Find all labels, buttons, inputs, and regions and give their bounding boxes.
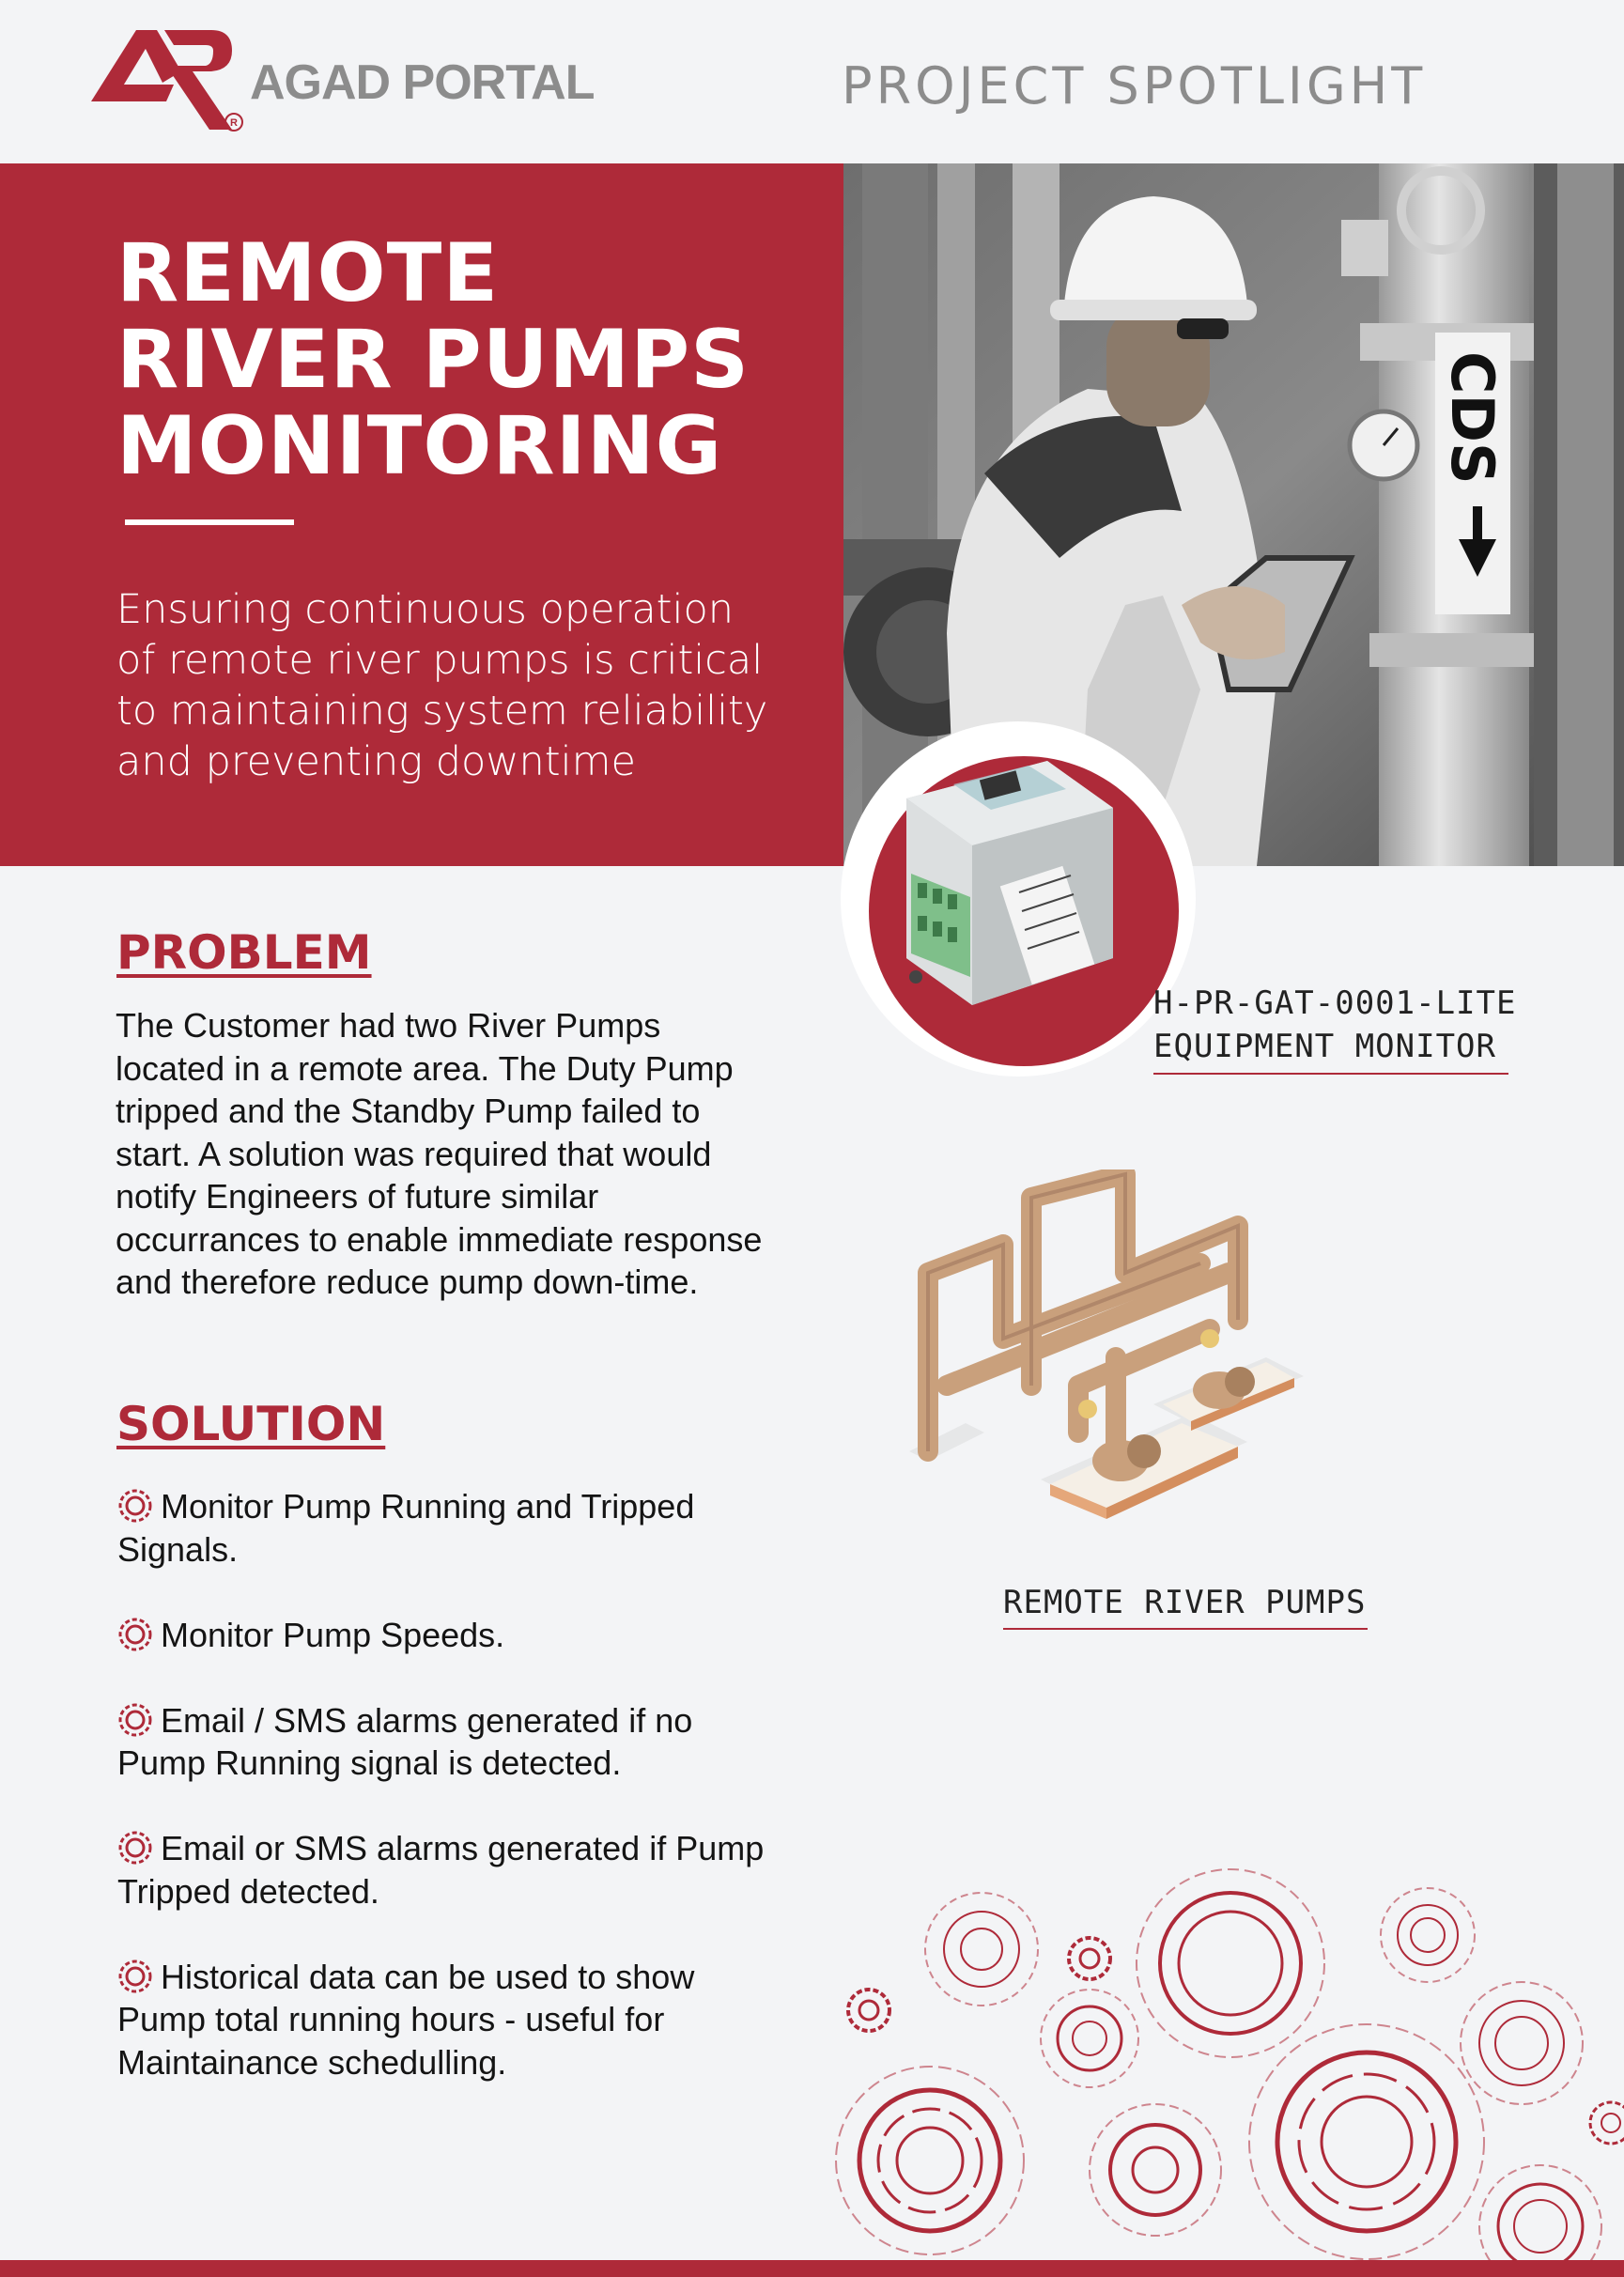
gear-icon xyxy=(1479,2165,1601,2264)
problem-heading: PROBLEM xyxy=(116,925,372,980)
equipment-monitor-image xyxy=(850,742,1188,1080)
pipe-label: CDS xyxy=(1438,351,1507,485)
gear-icon xyxy=(1381,1888,1475,1982)
solution-item-text: Historical data can be used to show Pump total running hours - useful for Maintainance schedulling. xyxy=(117,1957,695,2082)
hero-title-line: MONITORING xyxy=(116,399,723,493)
device-caption-underline xyxy=(1153,1073,1508,1075)
agad-logo-icon xyxy=(91,28,251,133)
device-type: EQUIPMENT MONITOR xyxy=(1153,1028,1496,1065)
gear-bullet-icon xyxy=(117,1617,153,1652)
gear-icon xyxy=(1461,1982,1583,2104)
gear-icon xyxy=(1090,2104,1221,2236)
gear-bullet-icon xyxy=(117,1488,153,1524)
footer-bar xyxy=(0,2260,1624,2277)
hero-subtitle: Ensuring continuous operation of remote river pumps is critical to maintaining system reliability and preventing downtime xyxy=(116,586,768,785)
device-caption xyxy=(1153,982,1516,1068)
solution-item-text: Monitor Pump Speeds. xyxy=(161,1615,505,1654)
river-pumps-illustration xyxy=(890,1169,1313,1545)
gear-bullet-icon xyxy=(117,1702,153,1738)
solution-heading: SOLUTION xyxy=(116,1397,386,1451)
solution-item xyxy=(117,1956,775,2084)
device-model: H-PR-GAT-0001-LITE xyxy=(1153,984,1517,1022)
gear-icon xyxy=(1041,1990,1138,2087)
solution-item xyxy=(117,1485,775,1571)
hero-title-line: RIVER PUMPS xyxy=(116,313,750,407)
gear-icon xyxy=(925,1893,1038,2006)
decorative-gears xyxy=(827,1860,1624,2264)
solution-item-text: Monitor Pump Running and Tripped Signals. xyxy=(117,1487,695,1569)
gear-icon xyxy=(1590,2102,1624,2144)
solution-item xyxy=(117,1827,775,1913)
gear-bullet-icon xyxy=(117,1830,153,1866)
solution-item-text: Email or SMS alarms generated if Pump Tripped detected. xyxy=(117,1829,765,1911)
brand-name: AGAD PORTAL xyxy=(250,55,595,110)
solution-item xyxy=(117,1614,775,1657)
section-label: PROJECT SPOTLIGHT xyxy=(842,56,1427,116)
pumps-caption: REMOTE RIVER PUMPS xyxy=(1003,1584,1367,1621)
gear-bullet-icon xyxy=(117,1959,153,1994)
problem-text: The Customer had two River Pumps located in a remote area. The Duty Pump tripped and the Standby Pump failed to start. A solution was required that would notify Engineers of future similar occurrances to enable immediate response and therefore reduce pump down-time. xyxy=(116,1006,763,1301)
hero-title-line: REMOTE xyxy=(116,226,500,320)
hero-divider xyxy=(125,519,294,525)
solution-list xyxy=(117,1485,775,2127)
gear-icon xyxy=(1137,1869,1324,2057)
solution-item-text: Email / SMS alarms generated if no Pump Running signal is detected. xyxy=(117,1700,693,1782)
gear-icon xyxy=(848,1990,889,2031)
solution-item xyxy=(117,1699,775,1785)
hero-title xyxy=(116,226,793,493)
pumps-caption-underline xyxy=(1003,1628,1368,1630)
gear-icon xyxy=(1069,1938,1110,1979)
gear-icon xyxy=(836,2067,1024,2254)
svg-text:R: R xyxy=(230,117,238,129)
gear-icon xyxy=(1249,2024,1484,2259)
